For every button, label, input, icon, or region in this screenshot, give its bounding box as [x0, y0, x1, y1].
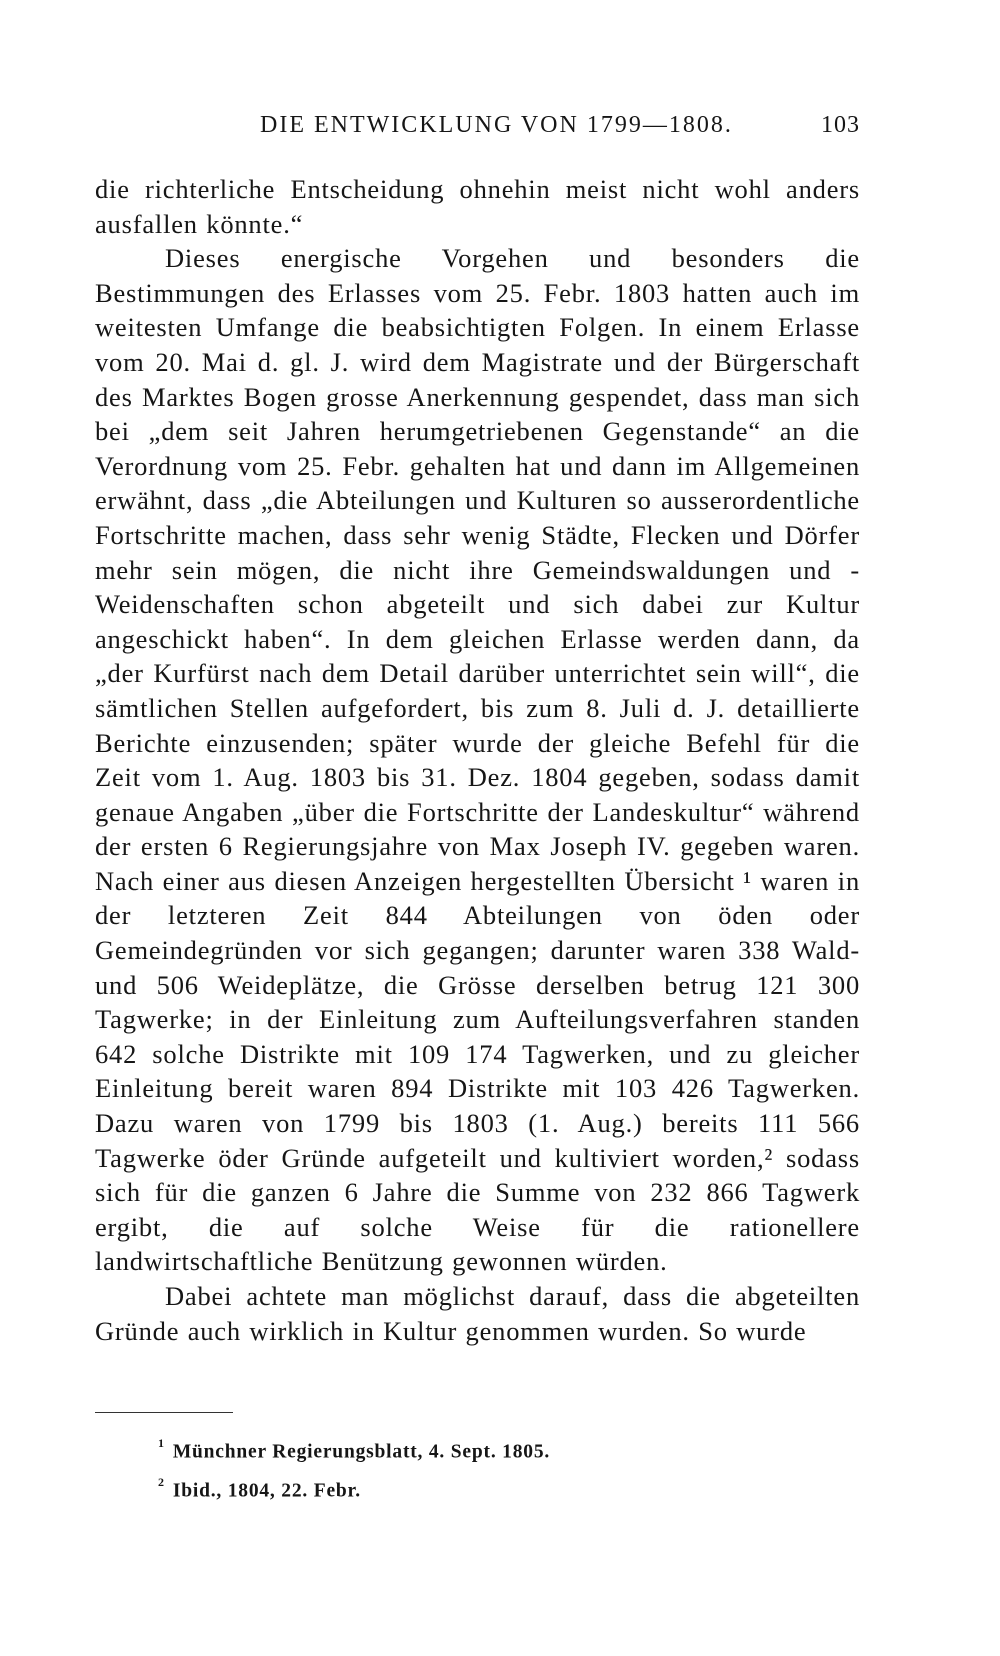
page-header [95, 112, 860, 146]
footnote-1 [158, 1430, 858, 1469]
paragraph-3: Dabei achtete man möglichst darauf, dass die abgeteilten Gründe auch wirklich in Kultur genommen wurden. So wurde [95, 1281, 860, 1346]
paragraph-2: Dieses energische Vorgehen und besonders die Bestimmungen des Erlasses vom 25. Febr. 1803 hatten auch im weitesten Umfange die beabsichtigten Folgen. In einem Erlasse vom 20. Mai d. gl. J. wird dem Magistrate und der Bürgerschaft des Marktes Bogen grosse Anerkennung gespendet, dass man sich bei „dem seit Jahren herumgetriebenen Gegenstande“ an die Verordnung vom 25. Febr. gehalten hat und dann im Allgemeinen erwähnt, dass „die Abteilungen und Kulturen so ausserordentliche Fortschritte machen, dass sehr wenig Städte, Flecken und Dörfer mehr sein mögen, die nicht ihre Gemeindswaldungen und -Weidenschaften schon abgeteilt und sich dabei zur Kultur angeschickt haben“. In dem gleichen Erlasse werden dann, da „der Kurfürst nach dem Detail darüber unterrichtet sein will“, die sämtlichen Stellen aufgefordert, bis zum 8. Juli d. J. detaillierte Berichte einzusenden; später wurde der gleiche Befehl für die Zeit vom 1. Aug. 1803 bis 31. Dez. 1804 gegeben, sodass damit genaue Angaben „über die Fortschritte der Landeskultur“ während der ersten 6 Regierungsjahre von Max Joseph IV. gegeben waren. Nach einer aus diesen Anzeigen hergestellten Übersicht ¹ waren in der letzteren Zeit 844 Abteilungen von öden oder Gemeindegründen vor sich gegangen; darunter waren 338 Wald- und 506 Weideplätze, die Grösse derselben betrug 121 300 Tagwerke; in der Einleitung zum Aufteilungsverfahren standen 642 solche Distrikte mit 109 174 Tagwerken, und zu gleicher Einleitung bereit waren 894 Distrikte mit 103 426 Tagwerken. Dazu waren von 1799 bis 1803 (1. Aug.) bereits 111 566 Tagwerke öder Gründe aufgeteilt und kultiviert worden,² sodass sich für die ganzen 6 Jahre die Summe von 232 866 Tagwerk ergibt, die auf solche Weise für die rationellere landwirtschaftliche Benützung gewonnen würden. [95, 243, 860, 1277]
footnote-mark: 1 [158, 1436, 165, 1450]
paragraph-1: die richterliche Entscheidung ohnehin meist nicht wohl anders ausfallen könnte.“ [95, 174, 860, 239]
footnote-text: Ibid., 1804, 22. Febr. [172, 1480, 361, 1501]
running-title: DIE ENTWICKLUNG VON 1799—1808. [260, 112, 733, 138]
footnote-text: Münchner Regierungsblatt, 4. Sept. 1805. [172, 1441, 551, 1463]
footnotes [158, 1430, 858, 1507]
page-number: 103 [821, 112, 860, 138]
footnote-mark: 2 [158, 1474, 165, 1489]
body-text [95, 172, 860, 1348]
footnote-divider [95, 1412, 233, 1413]
footnote-2 [158, 1469, 858, 1508]
